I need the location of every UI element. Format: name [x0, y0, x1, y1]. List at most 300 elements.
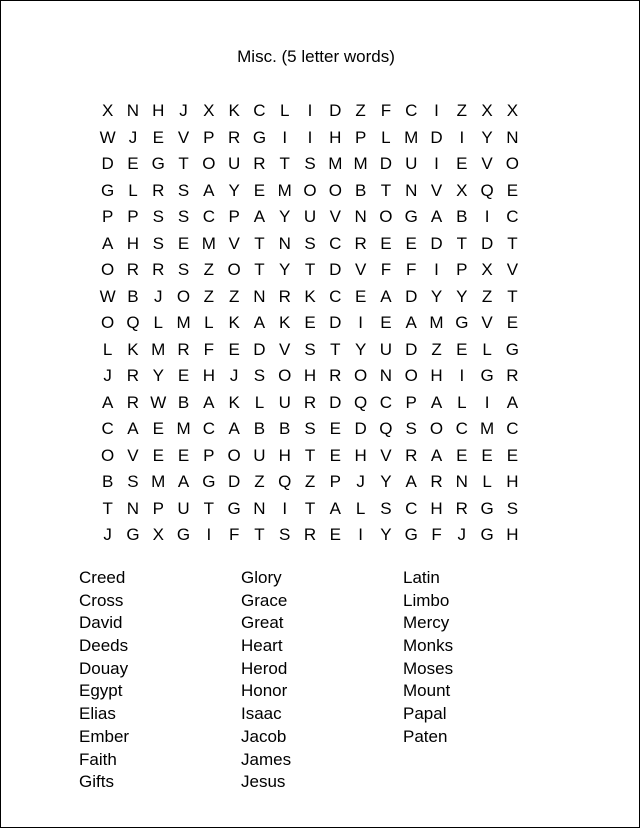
grid-letter: A [253, 207, 266, 226]
grid-letter: M [480, 419, 495, 438]
grid-letter: D [329, 260, 342, 279]
word-list-column [79, 567, 129, 794]
grid-letter: S [152, 207, 164, 226]
grid-letter: X [203, 101, 215, 120]
grid-letter: M [404, 127, 419, 147]
grid-letter: S [127, 472, 139, 491]
grid-letter: D [405, 339, 418, 359]
grid-letter: R [303, 525, 317, 544]
grid-letter: D [430, 233, 443, 253]
grid-letter: A [203, 180, 215, 200]
grid-row [95, 284, 525, 311]
grid-letter: S [253, 366, 266, 385]
grid-letter: C [379, 392, 393, 412]
grid-letter: K [127, 339, 139, 359]
word-list-item: Douay [79, 658, 129, 678]
grid-letter: B [127, 286, 139, 306]
word-list-item: Papal [403, 704, 447, 724]
grid-letter: R [126, 392, 140, 412]
grid-letter: E [177, 366, 190, 385]
grid-letter: C [329, 286, 342, 306]
grid-letter: O [202, 154, 216, 173]
grid-letter: P [203, 127, 215, 147]
grid-letter: M [176, 419, 191, 438]
grid-letter: R [405, 445, 418, 465]
grid-letter: D [101, 154, 114, 173]
grid-letter: I [358, 313, 363, 332]
grid-letter: L [128, 180, 138, 200]
grid-row [95, 363, 525, 390]
grid-letter: I [484, 207, 490, 226]
grid-letter: E [506, 445, 519, 465]
grid-letter: E [456, 445, 468, 465]
grid-letter: E [405, 233, 417, 253]
grid-letter: R [278, 286, 291, 306]
grid-letter: V [481, 313, 493, 332]
grid-letter: T [254, 233, 265, 253]
grid-letter: L [102, 339, 113, 359]
grid-letter: G [151, 154, 165, 173]
grid-letter: N [405, 180, 418, 200]
grid-letter: R [152, 260, 165, 279]
word-list-item: Elias [79, 704, 116, 724]
word-list-item: Jesus [241, 772, 286, 792]
grid-letter: S [304, 419, 316, 438]
grid-letter: E [481, 445, 493, 465]
word-list-item: James [241, 749, 292, 769]
grid-letter: J [103, 525, 112, 544]
grid-letter: X [481, 101, 493, 120]
grid-letter: O [328, 180, 342, 200]
grid-letter: F [380, 260, 392, 279]
grid-letter: P [456, 260, 468, 279]
grid-letter: O [354, 366, 368, 385]
grid-letter: R [177, 339, 190, 359]
grid-letter: E [329, 445, 341, 465]
grid-letter: Z [481, 286, 493, 306]
grid-letter: I [459, 127, 465, 147]
grid-letter: J [229, 366, 239, 385]
grid-letter: O [227, 445, 241, 465]
grid-row [95, 257, 525, 284]
grid-letter: E [380, 233, 392, 253]
grid-letter: G [480, 525, 494, 544]
grid-letter: Q [480, 180, 494, 200]
grid-letter: P [101, 207, 114, 226]
grid-letter: C [253, 101, 266, 120]
grid-letter: Q [126, 313, 140, 332]
grid-letter: T [304, 445, 316, 465]
grid-letter: R [152, 180, 165, 200]
grid-letter: X [506, 101, 519, 120]
grid-letter: R [227, 127, 241, 147]
grid-letter: O [176, 286, 191, 306]
word-list-column [241, 567, 291, 794]
grid-letter: G [176, 525, 191, 544]
grid-letter: T [304, 260, 316, 279]
grid-letter: D [329, 313, 342, 332]
grid-letter: M [151, 472, 166, 491]
word-list-item: Mercy [403, 613, 450, 633]
grid-letter: I [434, 260, 439, 279]
grid-letter: C [405, 498, 418, 518]
grid-letter: W [99, 127, 116, 147]
grid-letter: A [253, 313, 266, 332]
word-list-item: Herod [241, 658, 288, 678]
grid-letter: E [456, 154, 468, 173]
grid-letter: Z [254, 472, 265, 491]
grid-letter: P [152, 498, 164, 518]
word-list-item: Moses [403, 658, 454, 678]
grid-letter: P [405, 392, 417, 412]
grid-letter: U [227, 154, 241, 173]
grid-letter: Z [203, 260, 215, 279]
grid-letter: V [380, 445, 392, 465]
grid-letter: P [354, 127, 367, 147]
grid-letter: Y [430, 286, 443, 306]
grid-letter: T [102, 498, 113, 518]
grid-letter: L [355, 498, 366, 518]
grid-letter: O [101, 260, 115, 279]
grid-letter: L [153, 313, 163, 332]
grid-letter: G [252, 127, 267, 147]
grid-letter: S [304, 339, 316, 359]
grid-row [95, 178, 525, 205]
grid-letter: S [177, 260, 190, 279]
word-list-item: Glory [241, 568, 282, 587]
grid-letter: D [379, 154, 393, 173]
grid-letter: I [307, 101, 313, 120]
grid-letter: A [101, 233, 114, 253]
grid-letter: F [380, 101, 392, 120]
grid-letter: Z [431, 339, 442, 359]
grid-letter: Q [278, 472, 292, 491]
grid-letter: U [278, 392, 291, 412]
grid-letter: N [126, 101, 140, 120]
grid-letter: V [228, 233, 240, 253]
word-list-item: Isaac [241, 704, 282, 724]
grid-letter: K [228, 101, 240, 120]
word-list-item: Latin [403, 568, 440, 587]
grid-letter: V [177, 127, 190, 147]
grid-letter: L [381, 127, 391, 147]
grid-letter: E [329, 525, 341, 544]
grid-letter: N [126, 498, 140, 518]
word-list-item: Cross [79, 590, 124, 610]
grid-letter: C [506, 419, 519, 438]
grid-letter: F [228, 525, 240, 544]
grid-letter: L [279, 101, 290, 120]
grid-letter: E [152, 127, 164, 147]
grid-letter: B [279, 419, 291, 438]
grid-letter: Z [228, 286, 240, 306]
grid-letter: G [101, 180, 115, 200]
grid-letter: O [505, 154, 520, 173]
grid-letter: R [126, 260, 140, 279]
grid-letter: O [227, 260, 241, 279]
grid-letter: J [457, 525, 467, 544]
grid-letter: X [456, 180, 468, 200]
grid-letter: C [506, 207, 519, 226]
grid-letter: N [253, 286, 266, 306]
grid-letter: M [328, 154, 343, 173]
grid-row [95, 98, 525, 125]
grid-letter: N [253, 498, 266, 518]
grid-letter: L [254, 392, 265, 412]
grid-letter: A [430, 445, 443, 465]
grid-letter: R [354, 233, 367, 253]
word-list-item: Limbo [403, 590, 450, 610]
word-list-item: Deeds [79, 636, 129, 656]
grid-letter: V [506, 260, 519, 279]
grid-letter: M [353, 154, 368, 173]
grid-letter: E [177, 445, 190, 465]
grid-letter: S [304, 233, 316, 253]
grid-letter: P [127, 207, 139, 226]
grid-letter: E [127, 154, 139, 173]
grid-letter: O [429, 419, 444, 438]
grid-letter: K [228, 392, 240, 412]
grid-letter: S [177, 207, 190, 226]
grid-letter: Y [354, 339, 367, 359]
grid-letter: N [354, 207, 367, 226]
grid-letter: D [329, 392, 342, 412]
grid-letter: K [304, 286, 316, 306]
word-list-column [403, 567, 453, 749]
grid-letter: R [329, 366, 342, 385]
word-list-item: Heart [241, 636, 283, 656]
grid-letter: H [202, 366, 215, 385]
word-list-item: Great [241, 613, 284, 633]
grid-letter: I [459, 366, 465, 385]
grid-letter: X [481, 260, 493, 279]
letter-grid [95, 98, 525, 549]
grid-letter: S [304, 154, 316, 173]
grid-letter: R [253, 154, 266, 173]
grid-letter: O [101, 445, 115, 465]
grid-letter: N [455, 472, 468, 491]
grid-letter: N [278, 233, 291, 253]
grid-letter: O [379, 207, 393, 226]
word-list-item: Mount [403, 681, 451, 701]
grid-letter: Y [228, 180, 240, 200]
word-list-item: Paten [403, 726, 448, 746]
grid-letter: I [307, 127, 313, 147]
grid-letter: N [506, 127, 519, 147]
grid-letter: U [253, 445, 266, 465]
grid-letter: H [354, 445, 367, 465]
grid-letter: X [152, 525, 164, 544]
grid-letter: B [101, 472, 114, 491]
grid-letter: A [228, 419, 240, 438]
grid-letter: P [203, 445, 215, 465]
grid-letter: T [178, 154, 189, 173]
grid-letter: A [101, 392, 114, 412]
grid-letter: D [329, 101, 342, 120]
grid-letter: A [506, 392, 519, 412]
grid-letter: C [202, 207, 215, 226]
grid-letter: Y [279, 207, 291, 226]
grid-letter: T [254, 260, 265, 279]
word-list-item: Grace [241, 590, 288, 610]
grid-letter: M [176, 313, 191, 332]
grid-letter: P [228, 207, 240, 226]
grid-letter: I [434, 101, 439, 120]
grid-row [95, 310, 525, 337]
word-list-item: Honor [241, 681, 288, 701]
grid-letter: H [430, 366, 443, 385]
grid-letter: B [354, 180, 367, 200]
grid-letter: A [329, 498, 341, 518]
grid-letter: G [404, 207, 418, 226]
grid-letter: Y [456, 286, 468, 306]
grid-letter: I [282, 127, 288, 147]
grid-letter: E [228, 339, 240, 359]
grid-letter: E [152, 445, 164, 465]
grid-letter: J [356, 472, 365, 491]
grid-letter: H [126, 233, 140, 253]
grid-letter: S [405, 419, 417, 438]
grid-letter: F [203, 339, 215, 359]
word-list-item: Jacob [241, 726, 287, 746]
grid-letter: A [127, 419, 139, 438]
grid-row [95, 443, 525, 470]
grid-letter: E [329, 419, 341, 438]
grid-letter: E [506, 313, 519, 332]
grid-letter: C [455, 419, 468, 438]
grid-letter: T [456, 233, 467, 253]
grid-letter: J [153, 286, 163, 306]
grid-letter: H [506, 525, 519, 544]
grid-letter: R [455, 498, 468, 518]
grid-letter: M [201, 233, 216, 253]
grid-row [95, 231, 525, 258]
grid-letter: A [430, 392, 443, 412]
grid-row [95, 151, 525, 178]
grid-letter: E [354, 286, 367, 306]
word-list-item: Ember [79, 726, 130, 746]
grid-letter: H [303, 366, 317, 385]
grid-row [95, 337, 525, 364]
grid-letter: G [202, 472, 216, 491]
grid-letter: G [505, 339, 520, 359]
grid-letter: O [404, 366, 418, 385]
grid-letter: E [152, 419, 164, 438]
grid-letter: Z [355, 101, 366, 120]
grid-letter: V [127, 445, 139, 465]
grid-letter: Y [279, 260, 291, 279]
grid-letter: V [481, 154, 493, 173]
grid-letter: L [204, 313, 214, 332]
grid-row [95, 416, 525, 443]
grid-letter: B [253, 419, 266, 438]
grid-letter: W [99, 286, 116, 306]
grid-letter: B [456, 207, 468, 226]
word-list-item: Faith [79, 749, 117, 769]
grid-letter: G [126, 525, 140, 544]
grid-letter: T [380, 180, 392, 200]
grid-letter: R [303, 392, 317, 412]
grid-letter: G [455, 313, 469, 332]
grid-letter: Z [203, 286, 215, 306]
grid-letter: E [380, 313, 392, 332]
grid-letter: Y [481, 127, 493, 147]
grid-letter: F [406, 260, 417, 279]
grid-letter: Y [152, 366, 164, 385]
grid-letter: T [330, 339, 341, 359]
grid-row [95, 496, 525, 523]
grid-letter: D [405, 286, 418, 306]
grid-letter: S [177, 180, 190, 200]
grid-letter: I [484, 392, 490, 412]
grid-letter: M [277, 180, 292, 200]
grid-letter: Z [304, 472, 316, 491]
grid-row [95, 390, 525, 417]
grid-letter: O [303, 180, 317, 200]
word-list-item: Gifts [79, 772, 114, 792]
grid-letter: T [279, 154, 290, 173]
grid-letter: S [506, 498, 519, 518]
grid-letter: G [404, 525, 418, 544]
grid-letter: X [101, 101, 114, 120]
grid-letter: Y [380, 472, 392, 491]
grid-letter: T [304, 498, 316, 518]
grid-letter: S [152, 233, 164, 253]
grid-row [95, 204, 525, 231]
grid-letter: V [329, 207, 341, 226]
grid-letter: H [329, 127, 342, 147]
grid-letter: D [227, 472, 241, 491]
grid-letter: A [203, 392, 215, 412]
grid-letter: U [379, 339, 393, 359]
grid-letter: B [177, 392, 190, 412]
grid-letter: S [380, 498, 392, 518]
word-list-item: Monks [403, 636, 454, 656]
grid-letter: D [253, 339, 266, 359]
grid-letter: G [227, 498, 241, 518]
grid-letter: G [480, 498, 494, 518]
grid-letter: J [128, 127, 138, 147]
grid-row [95, 125, 525, 152]
grid-letter: F [431, 525, 442, 544]
grid-letter: J [103, 366, 112, 385]
grid-letter: N [379, 366, 393, 385]
grid-letter: E [304, 313, 316, 332]
grid-letter: A [430, 207, 443, 226]
grid-letter: C [101, 419, 114, 438]
grid-row [95, 469, 525, 496]
grid-letter: E [456, 339, 468, 359]
grid-letter: R [506, 366, 519, 385]
grid-letter: T [507, 286, 518, 306]
grid-letter: U [177, 498, 190, 518]
grid-letter: V [279, 339, 291, 359]
grid-letter: I [358, 525, 363, 544]
grid-letter: A [405, 313, 417, 332]
grid-row [95, 522, 525, 549]
grid-letter: M [429, 313, 444, 332]
grid-letter: L [482, 339, 492, 359]
grid-letter: G [480, 366, 494, 385]
grid-letter: E [177, 233, 190, 253]
grid-letter: Y [380, 525, 392, 544]
page-title: Misc. (5 letter words) [237, 47, 395, 66]
grid-letter: O [101, 313, 115, 332]
grid-letter: J [179, 101, 188, 120]
grid-letter: A [177, 472, 190, 491]
grid-letter: W [150, 392, 167, 412]
word-list-item: Egypt [79, 681, 123, 701]
